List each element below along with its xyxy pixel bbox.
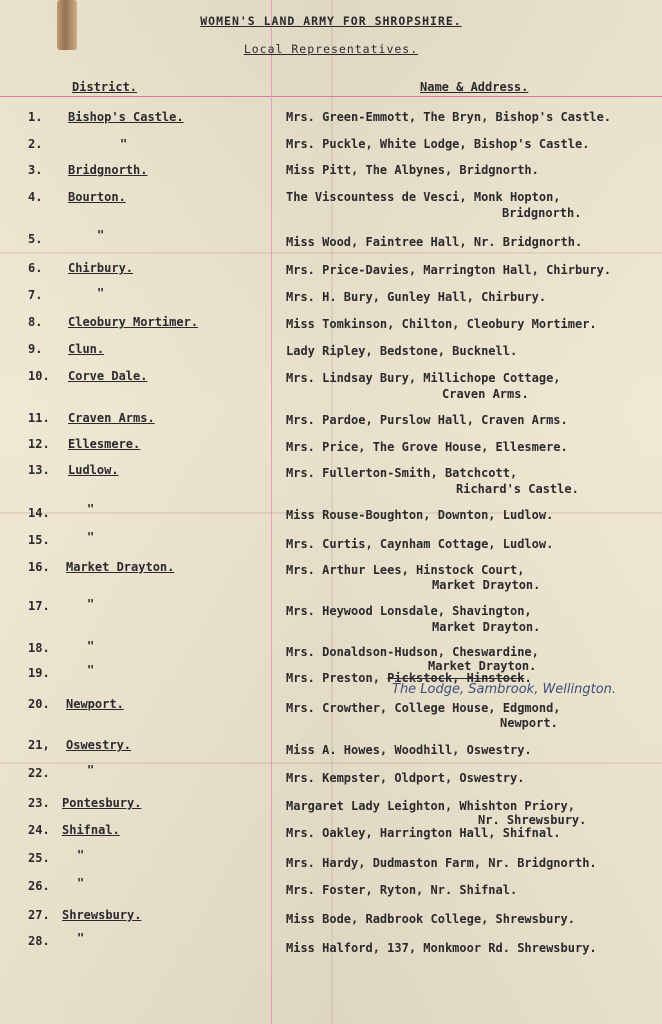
representative-address: Mrs. Price-Davies, Marrington Hall, Chirbury. [286, 263, 612, 277]
representative-address: Mrs. Lindsay Bury, Millichope Cottage, [286, 371, 561, 385]
row-number: 2. [28, 137, 43, 151]
row-number: 28. [28, 934, 50, 948]
district-name: Shrewsbury. [62, 908, 142, 922]
row-number: 1. [28, 110, 43, 124]
district-name: Corve Dale. [68, 369, 148, 383]
district-name: Oswestry. [66, 738, 132, 752]
row-number: 20. [28, 697, 50, 711]
row-number: 25. [28, 851, 50, 865]
address-continuation: Craven Arms. [442, 387, 529, 401]
representative-address: Miss Tomkinson, Chilton, Cleobury Mortimer. [286, 317, 597, 331]
row-number: 17. [28, 599, 50, 613]
address-continuation: Richard's Castle. [456, 482, 579, 496]
header-rule [0, 96, 662, 97]
row-number: 16. [28, 560, 50, 574]
row-number: 15. [28, 533, 50, 547]
representative-address: Mrs. Green-Emmott, The Bryn, Bishop's Castle. [286, 110, 612, 124]
representative-address: Margaret Lady Leighton, Whishton Priory, [286, 799, 575, 813]
representative-address: Mrs. Pardoe, Purslow Hall, Craven Arms. [286, 413, 568, 427]
representative-address: The Viscountess de Vesci, Monk Hopton, [286, 190, 561, 204]
row-number: 23. [28, 796, 50, 810]
ditto-mark: " [120, 137, 128, 151]
representative-address: Mrs. Price, The Grove House, Ellesmere. [286, 440, 568, 454]
row-number: 9. [28, 342, 43, 356]
row-number: 8. [28, 315, 43, 329]
row-number: 11. [28, 411, 50, 425]
column-header-district: District. [72, 80, 138, 94]
representative-address: Mrs. Donaldson-Hudson, Cheswardine, [286, 645, 539, 659]
column-header-name-address: Name & Address. [420, 80, 529, 94]
representative-address: Mrs. Crowther, College House, Edgmond, [286, 701, 561, 715]
district-name: Bridgnorth. [68, 163, 148, 177]
row-number: 5. [28, 232, 43, 246]
row-number: 13. [28, 463, 50, 477]
representative-address: Mrs. Heywood Lonsdale, Shavington, [286, 604, 532, 618]
district-name: Shifnal. [62, 823, 120, 837]
district-name: Craven Arms. [68, 411, 155, 425]
representative-address: Mrs. Foster, Ryton, Nr. Shifnal. [286, 883, 518, 897]
representative-address: Miss Pitt, The Albynes, Bridgnorth. [286, 163, 539, 177]
representative-address: Miss Halford, 137, Monkmoor Rd. Shrewsbury. [286, 941, 597, 955]
representative-address: Mrs. Fullerton-Smith, Batchcott, [286, 466, 518, 480]
representative-address: Mrs. Oakley, Harrington Hall, Shifnal. [286, 826, 561, 840]
ditto-mark: " [87, 663, 95, 677]
representative-address: Miss Rouse-Boughton, Downton, Ludlow. [286, 508, 554, 522]
ditto-mark: " [77, 848, 85, 862]
address-text: Mrs. Preston, [286, 671, 388, 685]
ditto-mark: " [97, 228, 105, 242]
struck-out-address: Pickstock, Hinstock [387, 671, 525, 685]
handwritten-correction: The Lodge, Sambrook, Wellington. [392, 682, 617, 697]
ditto-mark: " [87, 530, 95, 544]
ditto-mark: " [87, 639, 95, 653]
row-number: 19. [28, 666, 50, 680]
representative-address: Lady Ripley, Bedstone, Bucknell. [286, 344, 518, 358]
address-continuation: Newport. [500, 716, 558, 730]
row-number: 22. [28, 766, 50, 780]
representative-address: Mrs. H. Bury, Gunley Hall, Chirbury. [286, 290, 547, 304]
ditto-mark: " [87, 502, 95, 516]
district-name: Newport. [66, 697, 124, 711]
ditto-mark: " [87, 597, 95, 611]
row-number: 10. [28, 369, 50, 383]
row-number: 18. [28, 641, 50, 655]
representative-address: Mrs. Puckle, White Lodge, Bishop's Castle. [286, 137, 590, 151]
row-number: 3. [28, 163, 43, 177]
row-number: 14. [28, 506, 50, 520]
representative-address: Miss A. Howes, Woodhill, Oswestry. [286, 743, 532, 757]
address-text: . [524, 671, 532, 685]
row-number: 4. [28, 190, 43, 204]
row-number: 21, [28, 738, 50, 752]
district-name: Bishop's Castle. [68, 110, 184, 124]
address-continuation: Nr. Shrewsbury. [478, 813, 587, 827]
district-name: Bourton. [68, 190, 126, 204]
district-name: Chirbury. [68, 261, 134, 275]
representative-address: Mrs. Arthur Lees, Hinstock Court, [286, 563, 525, 577]
representative-address: Mrs. Kempster, Oldport, Oswestry. [286, 771, 525, 785]
district-name: Ellesmere. [68, 437, 141, 451]
address-continuation: Market Drayton. [432, 578, 541, 592]
ditto-mark: " [77, 876, 85, 890]
ditto-mark: " [77, 931, 85, 945]
representative-address: Mrs. Hardy, Dudmaston Farm, Nr. Bridgnorth. [286, 856, 597, 870]
representative-address: Miss Bode, Radbrook College, Shrewsbury. [286, 912, 575, 926]
representative-address: Miss Wood, Faintree Hall, Nr. Bridgnorth. [286, 235, 583, 249]
district-name: Pontesbury. [62, 796, 142, 810]
address-continuation: Bridgnorth. [502, 206, 582, 220]
address-continuation: Market Drayton. [428, 659, 537, 673]
representative-address: Mrs. Curtis, Caynham Cottage, Ludlow. [286, 537, 554, 551]
district-name: Clun. [68, 342, 105, 356]
row-number: 12. [28, 437, 50, 451]
row-number: 27. [28, 908, 50, 922]
address-continuation: Market Drayton. [432, 620, 541, 634]
row-number: 7. [28, 288, 43, 302]
ditto-mark: " [87, 763, 95, 777]
document-title: WOMEN'S LAND ARMY FOR SHROPSHIRE. [200, 14, 462, 28]
district-name: Ludlow. [68, 463, 119, 477]
row-number: 6. [28, 261, 43, 275]
document-subtitle: Local Representatives. [243, 42, 419, 56]
district-name: Cleobury Mortimer. [68, 315, 199, 329]
row-number: 26. [28, 879, 50, 893]
margin-rule [271, 0, 272, 1024]
row-number: 24. [28, 823, 50, 837]
district-name: Market Drayton. [66, 560, 175, 574]
ditto-mark: " [97, 286, 105, 300]
